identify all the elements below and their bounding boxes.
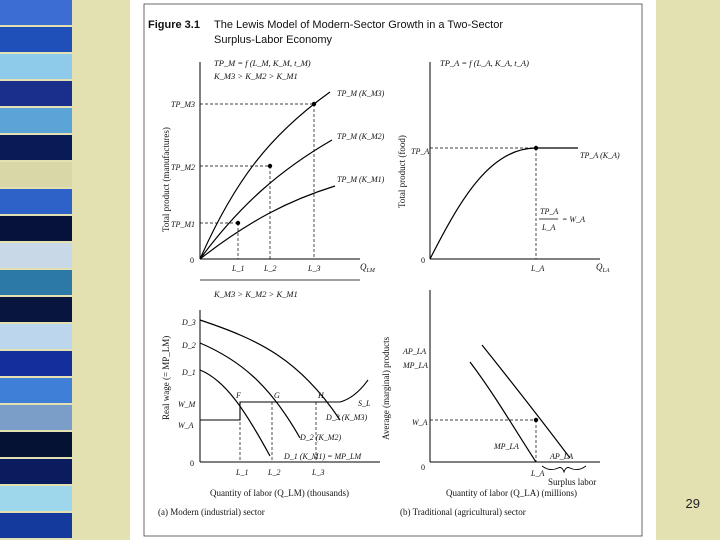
stripe-square — [0, 162, 72, 187]
tpm3-point — [312, 102, 316, 106]
figure-title-line2: Surplus-Labor Economy — [214, 34, 333, 46]
tpm1-point — [236, 221, 240, 225]
ratio-equals-wa: = W_A — [562, 215, 585, 224]
ytick-tpm3: TP_M3 — [171, 100, 195, 109]
ytick-d1: D_1 — [182, 368, 196, 377]
tpm-k2-curve — [200, 140, 332, 259]
origin-bottom-left: 0 — [190, 459, 194, 468]
caption-modern-sector: (a) Modern (industrial) sector — [158, 507, 265, 517]
origin-top-left: 0 — [190, 256, 194, 265]
ytick-wa: W_A — [178, 421, 194, 430]
figure-number: Figure 3.1 — [148, 19, 200, 31]
figure-title-line1: The Lewis Model of Modern-Sector Growth in a Two-Sector — [214, 19, 503, 31]
stripe-square — [0, 135, 72, 160]
panel-modern-labor-market — [158, 289, 380, 517]
xtick-la-bottom: L_A — [531, 469, 545, 478]
panel-traditional-labor-market — [381, 290, 600, 517]
capital-order-legend-bottom: K_M3 > K_M2 > K_M1 — [214, 289, 298, 299]
stripe-square — [0, 378, 72, 403]
d2-curve — [200, 343, 300, 438]
lewis-model-figure — [130, 0, 656, 540]
xtick-l3-top: L_3 — [308, 264, 321, 273]
xlabel-traditional-labor: Quantity of labor (Q_LA) (millions) — [446, 488, 577, 498]
origin-bottom-right: 0 — [421, 463, 425, 472]
ylabel-total-product-food: Total product (food) — [397, 135, 407, 208]
tpa-curve — [430, 148, 578, 259]
stripe-square — [0, 405, 72, 430]
point-h: H — [318, 391, 324, 400]
stripe-square — [0, 108, 72, 133]
stripe-square — [0, 81, 72, 106]
tpm-k1-curve — [200, 186, 335, 259]
stripe-square — [0, 297, 72, 322]
xaxis-qla: $Q_{LA}$ — [596, 262, 610, 274]
ylabel-real-wage: Real wage (= MP_LM) — [161, 335, 171, 420]
d2-label: D_2 (K_M2) — [300, 433, 342, 442]
xtick-l1-top: L_1 — [232, 264, 245, 273]
stripe-square — [0, 513, 72, 538]
xtick-l2-top: L_2 — [264, 264, 277, 273]
slide-number: 29 — [685, 496, 700, 511]
wa-point — [534, 418, 538, 422]
ytick-tpm2: TP_M2 — [171, 163, 195, 172]
point-g: G — [274, 391, 280, 400]
supply-label: S_L — [358, 399, 371, 408]
origin-top-right: 0 — [421, 256, 425, 265]
ytick-mpla: MP_LA — [403, 361, 428, 370]
stripe-square — [0, 243, 72, 268]
ytick-d2: D_2 — [182, 341, 196, 350]
point-f: F — [236, 391, 241, 400]
xlabel-modern-labor: Quantity of labor (Q_LM) (thousands) — [210, 488, 349, 498]
xtick-l2-bottom: L_2 — [268, 468, 281, 477]
d1-label: D_1 (K_M1) = MP_LM — [284, 452, 362, 461]
surplus-labor-label: Surplus labor — [548, 477, 597, 487]
stripe-square — [0, 351, 72, 376]
d3-curve — [200, 320, 340, 420]
panel-modern-total-product — [161, 58, 385, 274]
ytick-apla: AP_LA — [403, 347, 427, 356]
ratio-denominator: L_A — [542, 223, 556, 232]
ytick-tpa: TP_A — [411, 147, 430, 156]
ytick-d3: D_3 — [182, 318, 196, 327]
tpm2-point — [268, 164, 272, 168]
xtick-l1-bottom: L_1 — [236, 468, 249, 477]
xaxis-qlm: $Q_{LM}$ — [360, 262, 375, 274]
tpm-k1-label: TP_M (K_M1) — [337, 175, 385, 184]
xtick-la-top: L_A — [531, 264, 545, 273]
tpa-curve-label: TP_A (K_A) — [580, 151, 620, 160]
stripe-square — [0, 459, 72, 484]
ytick-tpm1: TP_M1 — [171, 220, 195, 229]
ylabel-total-product-manufactures: Total product (manufactures) — [161, 127, 171, 232]
stripe-square — [0, 54, 72, 79]
production-function-legend: TP_M = f (L_M, K_M, t_M) — [214, 58, 311, 68]
capital-order-legend: K_M3 > K_M2 > K_M1 — [214, 71, 298, 81]
stripe-square — [0, 216, 72, 241]
ratio-numerator: TP_A — [540, 207, 559, 216]
mp-la-label: MP_LA — [494, 442, 519, 451]
tpm-k3-label: TP_M (K_M3) — [337, 89, 385, 98]
d3-label: D_3 (K_M3) — [326, 413, 368, 422]
decorative-stripes — [0, 0, 72, 540]
surplus-brace — [542, 466, 586, 472]
figure-page — [130, 0, 656, 540]
ylabel-average-marginal-products: Average (marginal) products — [381, 336, 391, 440]
ytick-wa-right: W_A — [412, 418, 428, 427]
stripe-square — [0, 324, 72, 349]
panel-traditional-total-product — [397, 58, 620, 274]
ap-la-label: AP_LA — [550, 452, 574, 461]
ytick-wm: W_M — [178, 400, 196, 409]
stripe-square — [0, 27, 72, 52]
agri-production-function: TP_A = f (L_A, K_A, t_A) — [440, 58, 529, 68]
stripe-square — [0, 0, 72, 25]
stripe-square — [0, 270, 72, 295]
stripe-square — [0, 432, 72, 457]
tpm-k2-label: TP_M (K_M2) — [337, 132, 385, 141]
tpa-point — [534, 146, 538, 150]
stripe-square — [0, 189, 72, 214]
xtick-l3-bottom: L_3 — [312, 468, 325, 477]
stripe-square — [0, 486, 72, 511]
caption-traditional-sector: (b) Traditional (agricultural) sector — [400, 507, 526, 517]
